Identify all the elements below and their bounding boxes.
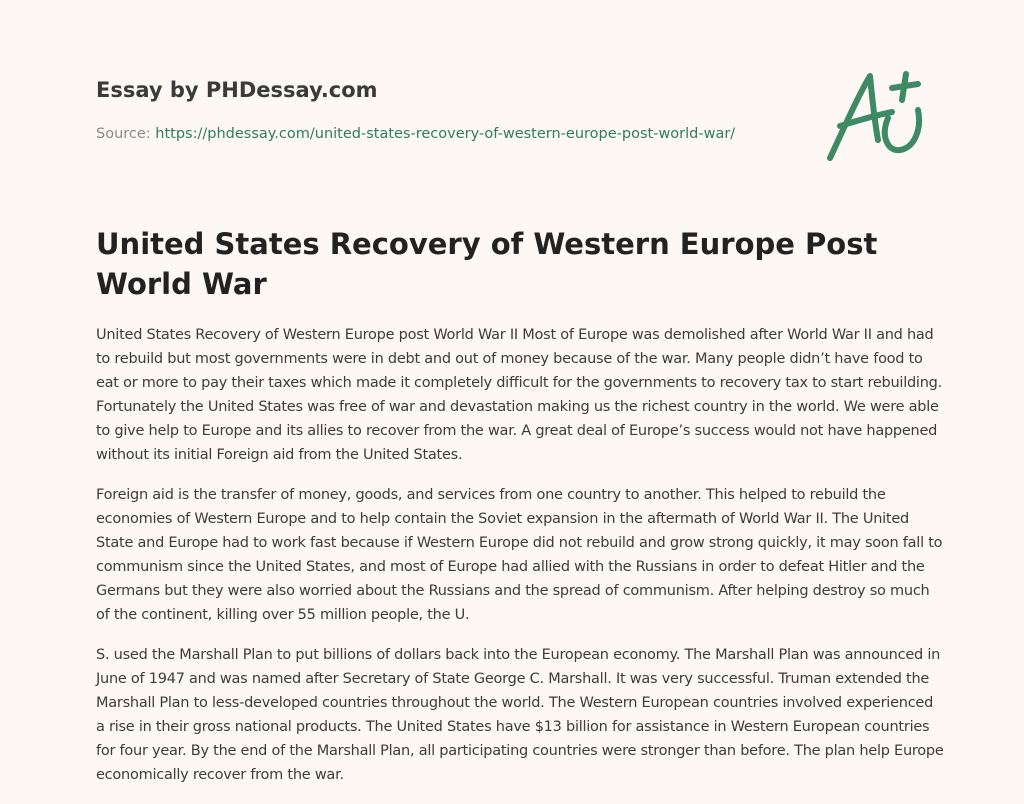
essay-paragraph: Foreign aid is the transfer of money, goods, and services from one country to another. This helped to rebuild the economies of Western Europe and to help contain the Soviet expansion in the aftermath of World War II. The United State and Europe had to work fast because if Western Europe did not rebuild and grow strong quickly, it may soon fall to communism since the United States, and most of Europe had allied with the Russians in order to defeat Hitler and the Germans but they were also worried about the Russians and the spread of communism. After helping destroy so much of the continent, killing over 55 million people, the U. [96,487,943,623]
source-line [96,124,796,144]
essay-paragraph: S. used the Marshall Plan to put billions of dollars back into the European economy. The Marshall Plan was announced in June of 1947 and was named after Secretary of State George C. Marshall. It was very successful. Truman extended the Marshall Plan to less-developed countries throughout the world. The Western European countries involved experienced a rise in their gross national products. The United States have $13 billion for assistance in Western European countries for four year. By the end of the Marshall Plan, all participating countries were stronger than before. The plan help Europe economically recover from the war. [96,647,944,783]
essay-paragraph: United States Recovery of Western Europe post World War II Most of Europe was demolished after World War II and had to rebuild but most governments were in debt and out of money because of the war. Many people didn’t have food to eat or more to pay their taxes which made it completely difficult for the governments to recovery tax to start rebuilding. Fortunately the United States was free of war and devastation making us the richest country in the world. We were able to give help to Europe and its allies to recover from the war. A great deal of Europe’s success would not have happened without its initial Foreign aid from the United States. [96,327,942,463]
source-link[interactable]: https://phdessay.com/united-states-recovery-of-western-europe-post-world-war/ [155,126,736,142]
essay-title: United States Recovery of Western Europe Post World War [96,227,878,301]
site-brand: Essay by PHDessay.com [96,78,378,102]
source-label: Source: [96,126,151,142]
essay-header [96,76,796,144]
essay-body [96,323,946,803]
a-plus-grade-icon [822,66,930,166]
